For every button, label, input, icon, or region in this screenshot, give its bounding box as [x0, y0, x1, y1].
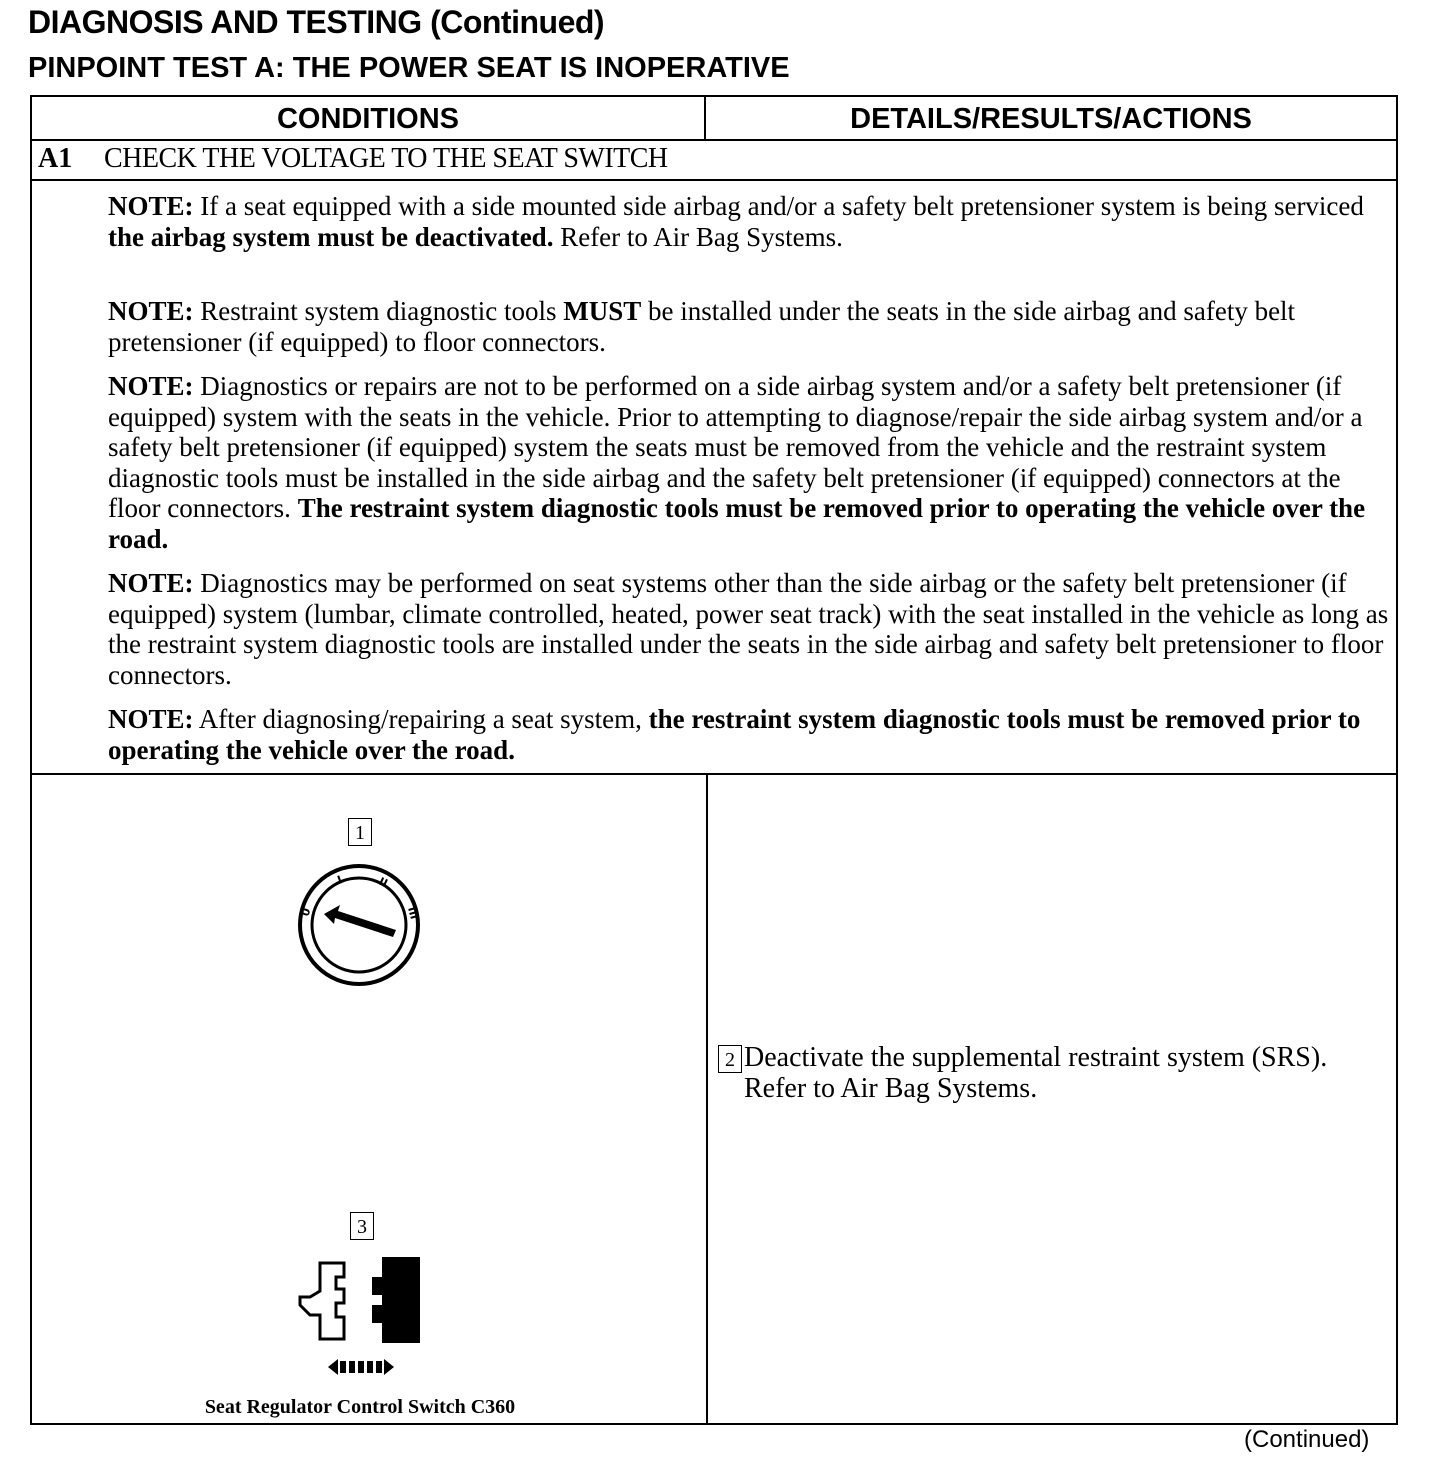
note-2: NOTE: Restraint system diagnostic tools MUST be installed under the seats in the side airbag and safety belt pretensioner (if equipped) to floor connectors. [108, 296, 1296, 357]
connector-icon [296, 1255, 426, 1379]
callout-1: 1 [348, 818, 372, 846]
note-4: NOTE: Diagnostics may be performed on seat systems other than the side airbag or the safety belt pretensioner (if equipped) system (lumbar, climate controlled, heated, power seat track) with the seat installed in the vehicle as long as the restraint system diagnostic tools are installed under the seats in the side airbag and safety belt pretensioner to floor connectors. [108, 568, 1389, 690]
header-divider [704, 97, 706, 139]
step-rule [32, 179, 1396, 181]
callout-3: 3 [350, 1212, 374, 1240]
column-header-details: DETAILS/RESULTS/ACTIONS [850, 103, 1252, 135]
ignition-switch-icon [294, 860, 424, 990]
continued-label: (Continued) [1244, 1426, 1370, 1453]
action-text: Deactivate the supplemental restraint system (SRS). Refer to Air Bag Systems. [744, 1042, 1328, 1104]
key-position-arrow [324, 905, 396, 937]
step-title: CHECK THE VOLTAGE TO THE SEAT SWITCH [104, 143, 668, 174]
figure-divider [706, 773, 708, 1425]
callout-2: 2 [718, 1045, 742, 1073]
position-label: I [335, 873, 344, 887]
header-rule [32, 139, 1396, 141]
notes-block [108, 191, 1398, 779]
pinpoint-test-title: PINPOINT TEST A: THE POWER SEAT IS INOPERATIVE [28, 52, 790, 84]
note-1: NOTE: If a seat equipped with a side mounted side airbag and/or a safety belt pretensioner system is being serviced the airbag system must be deactivated. Refer to Air Bag Systems. [108, 191, 1364, 252]
figure-caption: Seat Regulator Control Switch C360 [204, 1396, 516, 1418]
position-label: II [376, 874, 390, 891]
step-id: A1 [38, 143, 73, 174]
page-title: DIAGNOSIS AND TESTING (Continued) [28, 4, 605, 40]
notes-rule [32, 773, 1396, 775]
position-label: III [405, 905, 421, 921]
note-spacer [108, 266, 1398, 296]
note-3: NOTE: Diagnostics or repairs are not to be performed on a side airbag system and/or a safety belt pretensioner (if equipped) system with the seats in the vehicle. Prior to attempting to diagnose/repair the side airbag system and/or a safety belt pretensioner (if equipped) system the seats must be removed from the vehicle and the restraint system diagnostic tools must be installed in the side airbag and the safety belt pretensioner (if equipped) connectors at the floor connectors. The restraint system diagnostic tools must be removed prior to operating the vehicle over the road. [108, 371, 1366, 554]
column-header-conditions: CONDITIONS [276, 103, 460, 135]
position-label: 0 [298, 906, 314, 919]
note-5: NOTE: After diagnosing/repairing a seat system, the restraint system diagnostic tools must be removed prior to operating the vehicle over the road. [108, 704, 1361, 765]
pinpoint-test-table [30, 95, 1398, 1425]
